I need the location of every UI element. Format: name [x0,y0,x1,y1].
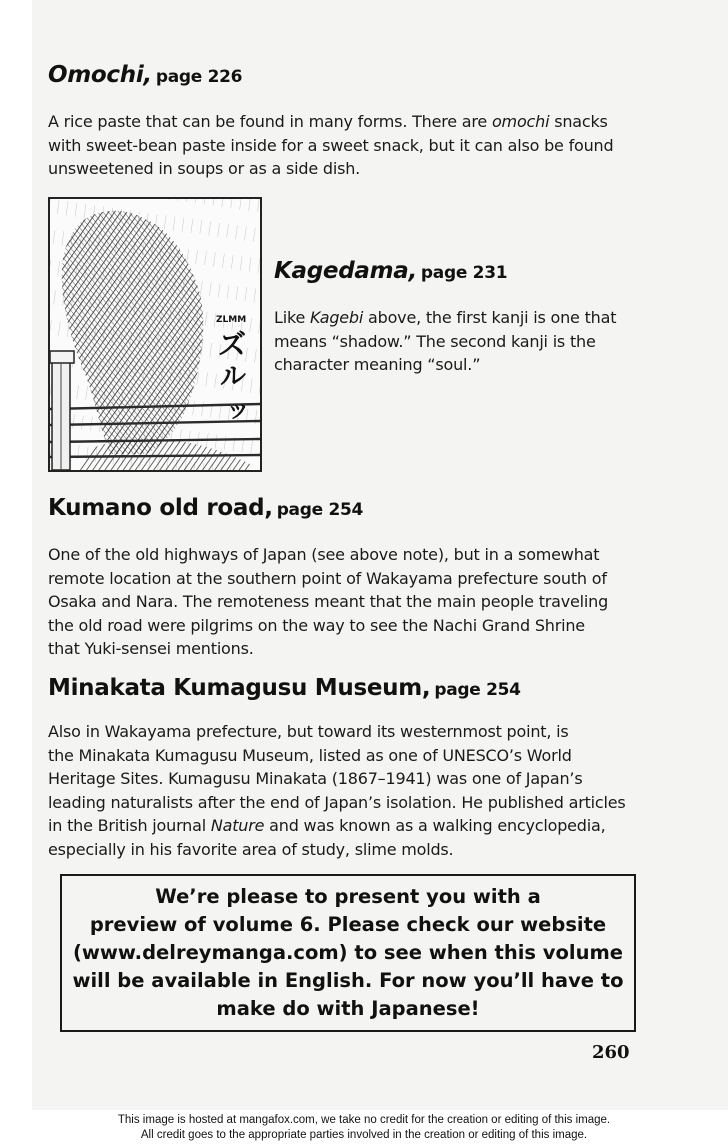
entry-heading-omochi [48,62,242,88]
italic-term: Nature [210,816,265,836]
notice-line: (www.delreymanga.com) to see when this volume [72,941,624,964]
text-line: the old road were pilgrims on the way to see the Nachi Grand Shrine [48,615,585,635]
svg-text:ル: ル [220,362,247,392]
footer-line: All credit goes to the appropriate parties involved in the creation or editing of this image. [140,1129,588,1141]
italic-term: Kagebi [310,308,364,327]
entry-heading-kumano-old-road [48,495,363,521]
text-line: Heritage Sites. Kumagusu Minakata (1867–1941) was one of Japan’s [48,769,583,789]
text-line: character meaning “soul.” [274,355,481,375]
hosting-credit-footer [0,1113,728,1143]
svg-text:ッ: ッ [226,395,250,423]
notice-line: We’re please to present you with a [155,885,541,908]
shadow-figure-drawing [50,199,260,470]
entry-term: Kumano old road, [48,495,273,521]
text-line: remote location at the southern point of Wakayama prefecture south of [48,568,607,588]
text-line: A rice paste that can be found in many forms. There are omochi snacks [48,112,608,131]
text-line: especially in his favorite area of study, slime molds. [48,839,454,859]
text-line: the Minakata Kumagusu Museum, listed as one of UNESCO’s World [48,745,572,765]
sfx-english-text: ZLMM [216,315,247,325]
notice-line: will be available in English. For now you’ll have to [72,969,624,992]
text-line: One of the old highways of Japan (see above note), but in a somewhat [48,545,600,564]
text-line: with sweet-bean paste inside for a sweet snack, but it can also be found [48,135,614,155]
entry-body-omochi [48,110,613,181]
entry-heading-kagedama [274,258,507,284]
text-line: means “shadow.” The second kanji is the [274,331,596,351]
entry-page-ref: page 226 [155,67,243,87]
entry-body-kagedama [274,306,616,377]
notice-line: preview of volume 6. Please check our website [89,913,607,936]
manga-panel-illustration [48,197,262,472]
entry-body-minakata-museum [48,720,626,862]
text-line: Osaka and Nara. The remoteness meant that the main people traveling [48,592,609,612]
entry-heading-minakata-museum [48,675,521,701]
preview-notice-box [60,874,636,1032]
entry-term: Omochi, [48,62,152,88]
entry-page-ref: page 231 [420,263,508,283]
footer-line: This image is hosted at mangafox.com, we take no credit for the creation or editing of this image. [117,1114,611,1126]
page-number: 260 [592,1042,630,1063]
svg-text:ズ: ズ [218,328,247,361]
entry-page-ref: page 254 [276,500,364,520]
text-line: Like Kagebi above, the first kanji is one that [274,308,617,327]
entry-body-kumano-old-road [48,543,608,661]
text-line: in the British journal Nature and was known as a walking encyclopedia, [48,816,606,836]
text-line: that Yuki-sensei mentions. [48,639,254,659]
entry-term: Kagedama, [274,258,417,284]
text-line: unsweetened in soups or as a side dish. [48,159,361,179]
entry-page-ref: page 254 [434,680,521,700]
text-line: leading naturalists after the end of Japan’s isolation. He published articles [48,792,626,812]
text-line: Also in Wakayama prefecture, but toward its westernmost point, is [48,722,569,741]
italic-term: omochi [491,112,550,131]
notice-line: make do with Japanese! [216,997,480,1020]
entry-term: Minakata Kumagusu Museum, [48,675,431,701]
